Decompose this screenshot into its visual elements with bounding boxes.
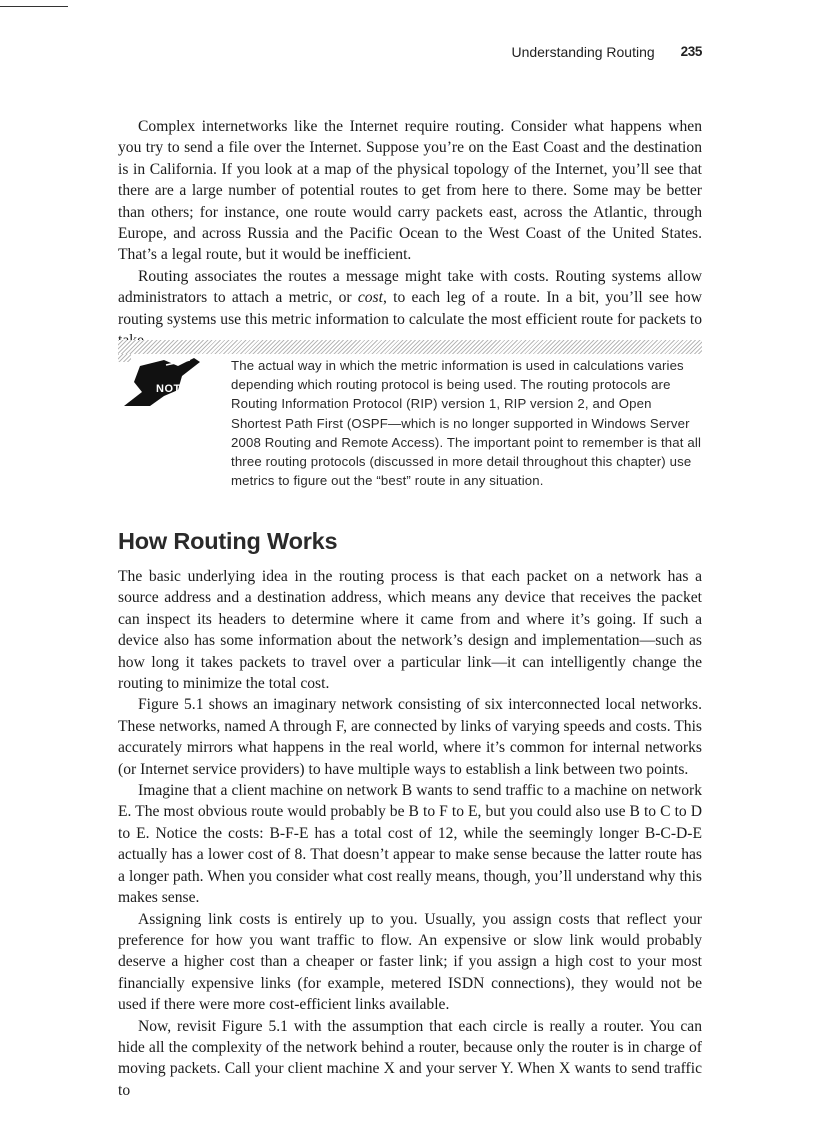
note-icon — [120, 356, 202, 408]
running-head — [460, 44, 702, 60]
note-hatched-rule — [118, 340, 702, 354]
note-text: The actual way in which the metric information is used in calculations varies depending which routing protocol is being used. The routing protocols are Routing Information Protocol (RIP) version 1, RIP version 2, and Open Shortest Path First (OSPF—which is no longer supported in Windows Server 2008 Routing and Remote Access). The important point to remember is that all three routing protocols (discussed in more detail throughout this chapter) use metrics to figure out the “best” route in any situation. — [231, 358, 702, 489]
section-paragraph: The basic underlying idea in the routing process is that each packet on a network has a source address and a destination address, which means any device that receives the packet can inspect its headers to determine where it came from and where it’s going. If such a device also has some information about the network’s design and implementation—such as how long it takes packets to travel over a particular link—it can intelligently change the routing to minimize the total cost. — [118, 568, 702, 693]
note-icon-label: NOTE — [156, 383, 189, 395]
costs-text-after: , to each leg of a route. In a bit, you’ll see how routing systems use this metric information to calculate the most efficient route for packets to — [118, 289, 702, 328]
costs-paragraph — [118, 266, 702, 352]
running-head-title: Understanding Routing — [511, 44, 655, 60]
section-body — [118, 566, 702, 1101]
page-number: 235 — [680, 44, 702, 59]
note-box — [118, 340, 702, 488]
section-paragraph: Assigning link costs is entirely up to you. Usually, you assign costs that reflect your preference for how you want traffic to flow. An expensive or slow link would probably deserve a higher cost than a cheaper or faster link; if you assign a high cost to your most financially expensive links (for example, metered ISDN connections), they would not be used if there were more cost-efficient links available. — [118, 910, 702, 1014]
section-heading: How Routing Works — [118, 528, 338, 554]
intro-text — [118, 116, 702, 351]
section-paragraph: Imagine that a client machine on network B wants to send traffic to a machine on network E. The most obvious route would probably be B to F to E, but you could also use B to C to D to E. Notice the costs: B-F-E has a total cost of 12, while the seemingly longer B-C-D-E actually has a lower cost of 8. That doesn’t appear to make sense because the latter route has a longer path. When you consider what cost really means, though, you’ll understand why this makes sense. — [118, 782, 702, 907]
corner-rule — [0, 6, 68, 7]
section-paragraph: Figure 5.1 shows an imaginary network consisting of six interconnected local networks. These networks, named A through F, are connected by links of varying speeds and costs. This accurately mirrors what happens in the real world, where it’s common for internal networks (or Internet service providers) to have multiple ways to establish a link between two points. — [118, 696, 702, 778]
cost-term: cost — [357, 289, 383, 307]
intro-paragraph: Complex internetworks like the Internet require routing. Consider what happens when you try to send a file over the Internet. Suppose you’re on the East Coast and the destination is in California. If you look at a map of the physical topology of the Internet, you’ll see that there are a large number of potential routes to get from here to there. Some may be better than others; for instance, one route would carry packets east, across the Atlantic, through Europe, and across Russia and the Pacific Ocean to the West Coast of the United States. That’s a legal route, but it would be inefficient. — [118, 118, 702, 264]
costs-text-before: Routing associates the routes a message might take with costs. Routing systems allow administrators to attach a metric, or — [118, 267, 702, 307]
section-paragraph: Now, revisit Figure 5.1 with the assumption that each circle is really a router. You can hide all the complexity of the network behind a router, because only the router is in charge of moving packets. Call your client machine X and your server Y. When X wants to send traffic to — [118, 1017, 702, 1099]
